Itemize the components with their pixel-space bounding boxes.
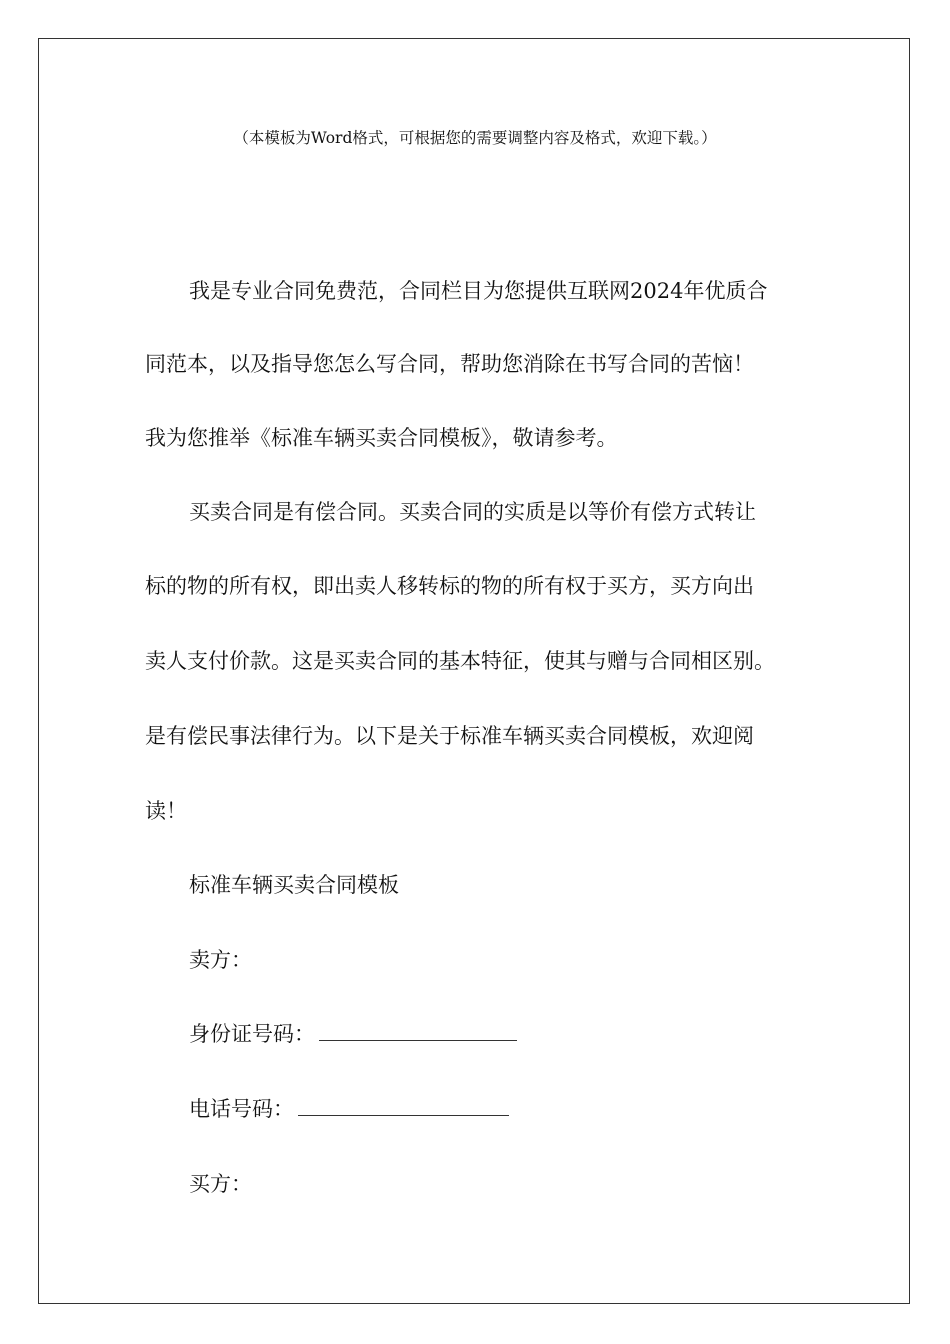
para-line-5: 读！ — [145, 799, 187, 823]
id-number-blank[interactable] — [319, 1020, 517, 1041]
intro-line-3: 我为您推举《标准车辆买卖合同模板》，敬请参考。 — [145, 426, 618, 450]
phone-number-label: 电话号码： — [189, 1097, 294, 1121]
intro-line-2: 同范本，以及指导您怎么写合同，帮助您消除在书写合同的苦恼！ — [145, 352, 754, 376]
template-note: （本模板为Word格式，可根据您的需要调整内容及格式，欢迎下载。） — [233, 129, 717, 147]
id-number-row — [189, 1020, 869, 1048]
phone-number-blank[interactable] — [298, 1095, 509, 1116]
para-line-3: 卖人支付价款。这是买卖合同的基本特征，使其与赠与合同相区别。 — [145, 649, 775, 673]
phone-number-row — [189, 1095, 869, 1123]
buyer-label: 买方： — [189, 1172, 252, 1196]
para-line-2: 标的物的所有权，即出卖人移转标的物的所有权于买方，买方向出 — [145, 574, 754, 598]
seller-label: 卖方： — [189, 948, 252, 972]
intro-line-1: 我是专业合同免费范，合同栏目为您提供互联网2024年优质合 — [189, 279, 768, 303]
contract-title: 标准车辆买卖合同模板 — [189, 873, 399, 897]
para-line-4: 是有偿民事法律行为。以下是关于标准车辆买卖合同模板，欢迎阅 — [145, 724, 754, 748]
para-line-1: 买卖合同是有偿合同。买卖合同的实质是以等价有偿方式转让 — [189, 500, 756, 524]
id-number-label: 身份证号码： — [189, 1022, 315, 1046]
